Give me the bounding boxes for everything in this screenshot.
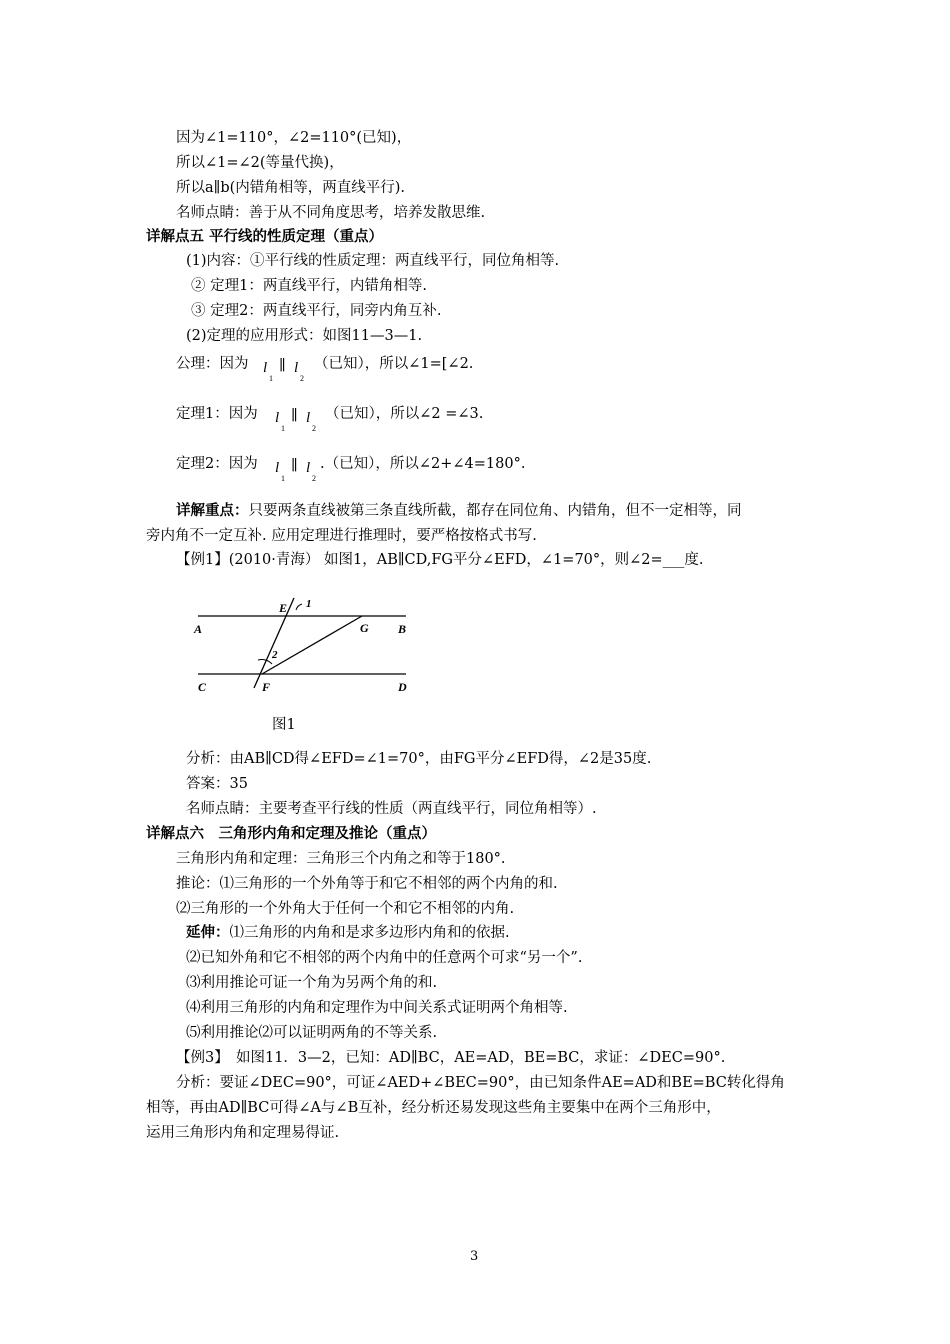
extension-line bbox=[186, 923, 510, 943]
extension-text: ⑴三角形的内角和是求多边形内角和的依据. bbox=[229, 925, 510, 941]
subscript-1: 1 bbox=[269, 374, 273, 383]
label-angle-1: 1 bbox=[306, 598, 312, 610]
text-line: (2)定理的应用形式：如图11—3—1. bbox=[186, 328, 423, 344]
example-3: 【例3】 如图11．3—2，已知：AD∥BC，AE=AD，BE=BC，求证：∠DEC=90°. bbox=[176, 1050, 726, 1066]
line-l2: l bbox=[306, 460, 311, 476]
parallel-symbol: ∥ bbox=[291, 408, 298, 424]
subscript-2: 2 bbox=[312, 424, 316, 433]
figure-caption: 图1 bbox=[272, 717, 296, 733]
text-line: 所以a∥b(内错角相等，两直线平行). bbox=[176, 180, 406, 196]
key-point-text: 只要两条直线被第三条直线所截，都存在同位角、内错角，但不一定相等，同 bbox=[248, 503, 742, 519]
text-line: 所以∠1=∠2(等量代换)， bbox=[176, 155, 344, 171]
text-line: ③ 定理2：两直线平行，同旁内角互补. bbox=[191, 303, 442, 319]
answer-line: 答案：35 bbox=[186, 776, 248, 792]
theorem1-prefix: 定理1：因为 bbox=[176, 406, 258, 422]
subscript-2: 2 bbox=[312, 474, 316, 483]
section-heading: 详解点五 平行线的性质定理（重点） bbox=[146, 229, 384, 245]
extension-item: ⑵已知外角和它不相邻的两个内角中的任意两个可求“另一个”. bbox=[186, 950, 583, 966]
line-l1: l bbox=[275, 410, 280, 426]
text-line: (1)内容：①平行线的性质定理：两直线平行，同位角相等. bbox=[186, 253, 560, 269]
analysis-line: 相等，再由AD∥BC可得∠A与∠B互补，经分析还易发现这些角主要集中在两个三角形中， bbox=[146, 1100, 721, 1116]
figure-1 bbox=[190, 590, 420, 700]
label-f: F bbox=[262, 680, 271, 694]
label-d: D bbox=[398, 680, 407, 694]
text-line: 三角形内角和定理：三角形三个内角之和等于180°. bbox=[176, 851, 506, 867]
example-1: 【例1】(2010·青海） 如图1，AB∥CD,FG平分∠EFD，∠1=70°，则∠2=___度. bbox=[176, 552, 704, 568]
label-g: G bbox=[360, 621, 369, 635]
tip-line: 名师点睛：主要考查平行线的性质（两直线平行，同位角相等）. bbox=[186, 801, 597, 817]
label-e: E bbox=[279, 601, 288, 615]
bisector-fg bbox=[262, 616, 362, 674]
line-l2: l bbox=[306, 410, 311, 426]
text-line: 名师点睛：善于从不同角度思考，培养发散思维. bbox=[176, 205, 486, 221]
extension-item: ⑷利用三角形的内角和定理作为中间关系式证明两个角相等. bbox=[186, 1000, 568, 1016]
label-b: B bbox=[398, 622, 407, 636]
key-point-line bbox=[176, 501, 742, 521]
analysis-line: 分析：由AB∥CD得∠EFD=∠1=70°，由FG平分∠EFD得，∠2是35度. bbox=[186, 751, 652, 767]
parallel-symbol: ∥ bbox=[291, 458, 298, 474]
key-point-label: 详解重点： bbox=[176, 503, 249, 519]
theorem1-suffix: （已知），所以∠2 =∠3. bbox=[325, 406, 484, 422]
subscript-1: 1 bbox=[281, 474, 285, 483]
key-point-text: 旁内角不一定互补. 应用定理进行推理时，要严格按格式书写. bbox=[146, 528, 537, 544]
line-l1: l bbox=[263, 360, 268, 376]
subscript-1: 1 bbox=[281, 424, 285, 433]
analysis-line: 分析：要证∠DEC=90°，可证∠AED+∠BEC=90°，由已知条件AE=AD和BE=BC转化得角 bbox=[176, 1075, 785, 1091]
text-line: ② 定理1：两直线平行，内错角相等. bbox=[191, 278, 427, 294]
angle-1-arc bbox=[296, 604, 302, 610]
section-heading: 详解点六 三角形内角和定理及推论（重点） bbox=[146, 826, 436, 842]
parallel-symbol: ∥ bbox=[279, 358, 286, 374]
text-line: 推论：⑴三角形的一个外角等于和它不相邻的两个内角的和. bbox=[176, 876, 558, 892]
text-line: 因为∠1=110°，∠2=110°(已知)， bbox=[176, 130, 412, 146]
subscript-2: 2 bbox=[300, 374, 304, 383]
line-l2: l bbox=[294, 360, 299, 376]
extension-item: ⑶利用推论可证一个角为另两个角的和. bbox=[186, 975, 438, 991]
label-c: C bbox=[198, 680, 207, 694]
axiom-prefix: 公理：因为 bbox=[176, 356, 249, 372]
text-line: ⑵三角形的一个外角大于任何一个和它不相邻的内角. bbox=[176, 901, 515, 917]
line-l1: l bbox=[275, 460, 280, 476]
page-number: 3 bbox=[470, 1249, 479, 1264]
extension-label: 延伸： bbox=[186, 925, 230, 941]
axiom-suffix: （已知），所以∠1=[∠2. bbox=[314, 356, 474, 372]
extension-item: ⑸利用推论⑵可以证明两角的不等关系. bbox=[186, 1025, 438, 1041]
theorem2-prefix: 定理2：因为 bbox=[176, 456, 258, 472]
label-a: A bbox=[194, 622, 203, 636]
analysis-line: 运用三角形内角和定理易得证. bbox=[146, 1125, 340, 1141]
label-angle-2: 2 bbox=[272, 649, 278, 661]
theorem2-suffix: .（已知），所以∠2+∠4=180°. bbox=[320, 456, 526, 472]
